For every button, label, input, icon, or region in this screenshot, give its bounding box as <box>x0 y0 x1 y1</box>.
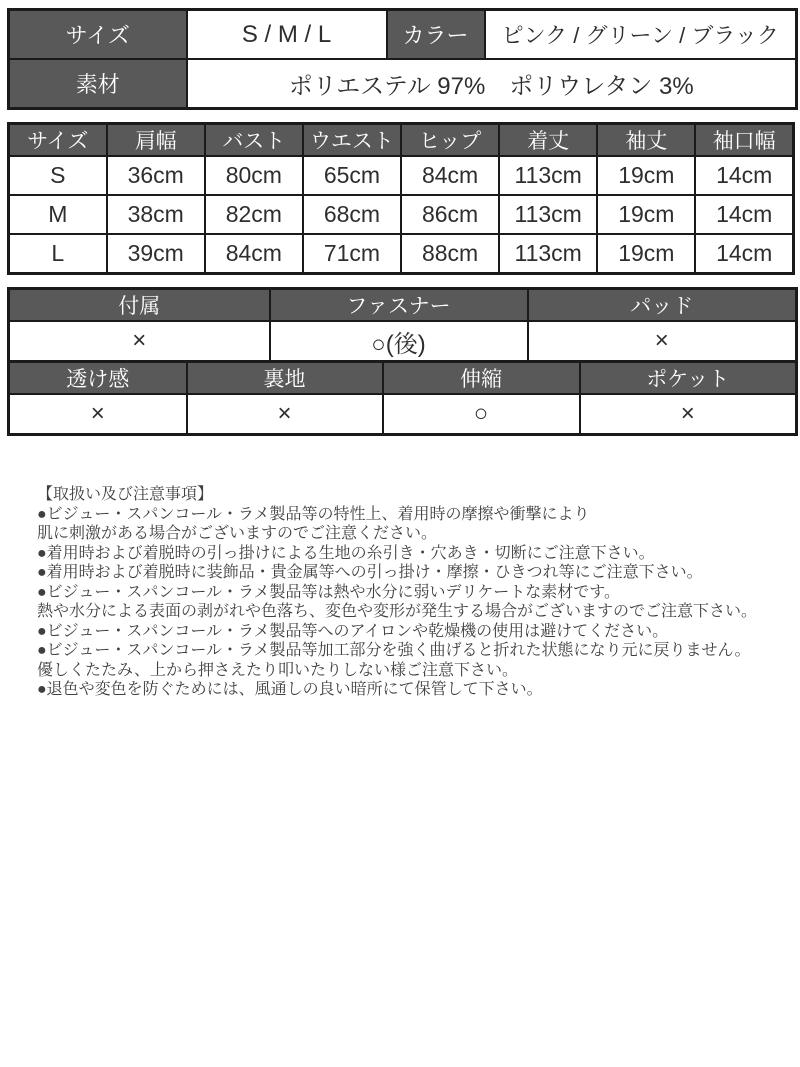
col-header-waist: ウエスト <box>303 124 401 157</box>
hip-cell: 88cm <box>401 234 499 274</box>
hip-cell: 84cm <box>401 156 499 195</box>
features2-header-row <box>9 362 797 395</box>
care-line: ●ビジュー・スパンコール・ラメ製品等加工部分を強く曲げると折れた状態になり元に戻りません。 <box>37 642 751 659</box>
sleeve-cell: 19cm <box>597 234 695 274</box>
shoulder-cell: 39cm <box>107 234 205 274</box>
size-color-material-table <box>7 8 798 110</box>
cuff-cell: 14cm <box>695 195 793 234</box>
hip-cell: 86cm <box>401 195 499 234</box>
care-line: ●ビジュー・スパンコール・ラメ製品等は熱や水分に弱いデリケートな素材です。 <box>37 583 620 601</box>
features1-value-row <box>9 321 797 362</box>
length-cell: 113cm <box>499 195 597 234</box>
measurement-row-m <box>9 195 794 234</box>
care-line: 熱や水分による表面の剥がれや色落ち、変色や変形が発生する場合がございますのでご注意下さい。 <box>37 603 758 620</box>
col-header-shoulder: 肩幅 <box>107 124 205 157</box>
col-header-size: サイズ <box>9 124 107 157</box>
features-table-1 <box>7 287 798 363</box>
size-color-row <box>9 10 797 60</box>
material-value-cell: ポリエステル 97% ポリウレタン 3% <box>187 59 797 109</box>
size-cell: M <box>9 195 107 234</box>
features-table-2 <box>7 360 798 436</box>
care-line: ●退色や変色を防ぐためには、風通しの良い暗所にて保管して下さい。 <box>37 681 543 698</box>
care-line: ●着用時および着脱時に装飾品・貴金属等への引っ掛け・摩擦・ひきつれ等にご注意下さい。 <box>37 564 703 581</box>
sheerness-header-cell: 透け感 <box>9 362 187 395</box>
accessories-header-cell: 付属 <box>9 289 270 322</box>
fastener-value-cell: ○(後) <box>270 321 528 362</box>
length-cell: 113cm <box>499 156 597 195</box>
size-cell: L <box>9 234 107 274</box>
bust-cell: 80cm <box>205 156 303 195</box>
sleeve-cell: 19cm <box>597 195 695 234</box>
col-header-cuff: 袖口幅 <box>695 124 793 157</box>
measurements-table <box>7 122 795 275</box>
color-header-cell: カラー <box>387 10 485 60</box>
measurement-row-s <box>9 156 794 195</box>
material-header-cell: 素材 <box>9 59 187 109</box>
lining-header-cell: 裏地 <box>187 362 383 395</box>
pad-value-cell: × <box>528 321 797 362</box>
features2-value-row <box>9 394 797 435</box>
cuff-cell: 14cm <box>695 234 793 274</box>
waist-cell: 71cm <box>303 234 401 274</box>
lining-value-cell: × <box>187 394 383 435</box>
col-header-hip: ヒップ <box>401 124 499 157</box>
care-line: ●ビジュー・スパンコール・ラメ製品等へのアイロンや乾燥機の使用は避けてください。 <box>37 622 669 640</box>
care-line: ●ビジュー・スパンコール・ラメ製品等の特性上、着用時の摩擦や衝撃により <box>37 505 590 523</box>
measurements-header-row <box>9 124 794 157</box>
shoulder-cell: 38cm <box>107 195 205 234</box>
fastener-header-cell: ファスナー <box>270 289 528 322</box>
waist-cell: 68cm <box>303 195 401 234</box>
size-cell: S <box>9 156 107 195</box>
size-header-cell: サイズ <box>9 10 187 60</box>
features1-header-row <box>9 289 797 322</box>
waist-cell: 65cm <box>303 156 401 195</box>
stretch-value-cell: ○ <box>383 394 580 435</box>
sleeve-cell: 19cm <box>597 156 695 195</box>
col-header-bust: バスト <box>205 124 303 157</box>
material-row <box>9 59 797 109</box>
care-line: 肌に刺激がある場合がございますのでご注意ください。 <box>37 525 438 542</box>
color-value-cell: ピンク / グリーン / ブラック <box>485 10 797 60</box>
pocket-value-cell: × <box>580 394 797 435</box>
length-cell: 113cm <box>499 234 597 274</box>
pocket-header-cell: ポケット <box>580 362 797 395</box>
bust-cell: 82cm <box>205 195 303 234</box>
col-header-sleeve: 袖丈 <box>597 124 695 157</box>
care-instructions <box>7 485 795 700</box>
sheerness-value-cell: × <box>9 394 187 435</box>
care-line: 優しくたたみ、上から押さえたり叩いたりしない様ご注意下さい。 <box>37 661 518 679</box>
shoulder-cell: 36cm <box>107 156 205 195</box>
col-header-length: 着丈 <box>499 124 597 157</box>
measurement-row-l <box>9 234 794 274</box>
care-heading: 【取扱い及び注意事項】 <box>37 486 214 503</box>
accessories-value-cell: × <box>9 321 270 362</box>
cuff-cell: 14cm <box>695 156 793 195</box>
pad-header-cell: パッド <box>528 289 797 322</box>
size-value-cell: S / M / L <box>187 10 387 60</box>
stretch-header-cell: 伸縮 <box>383 362 580 395</box>
bust-cell: 84cm <box>205 234 303 274</box>
care-line: ●着用時および着脱時の引っ掛けによる生地の糸引き・穴あき・切断にご注意下さい。 <box>37 544 655 562</box>
